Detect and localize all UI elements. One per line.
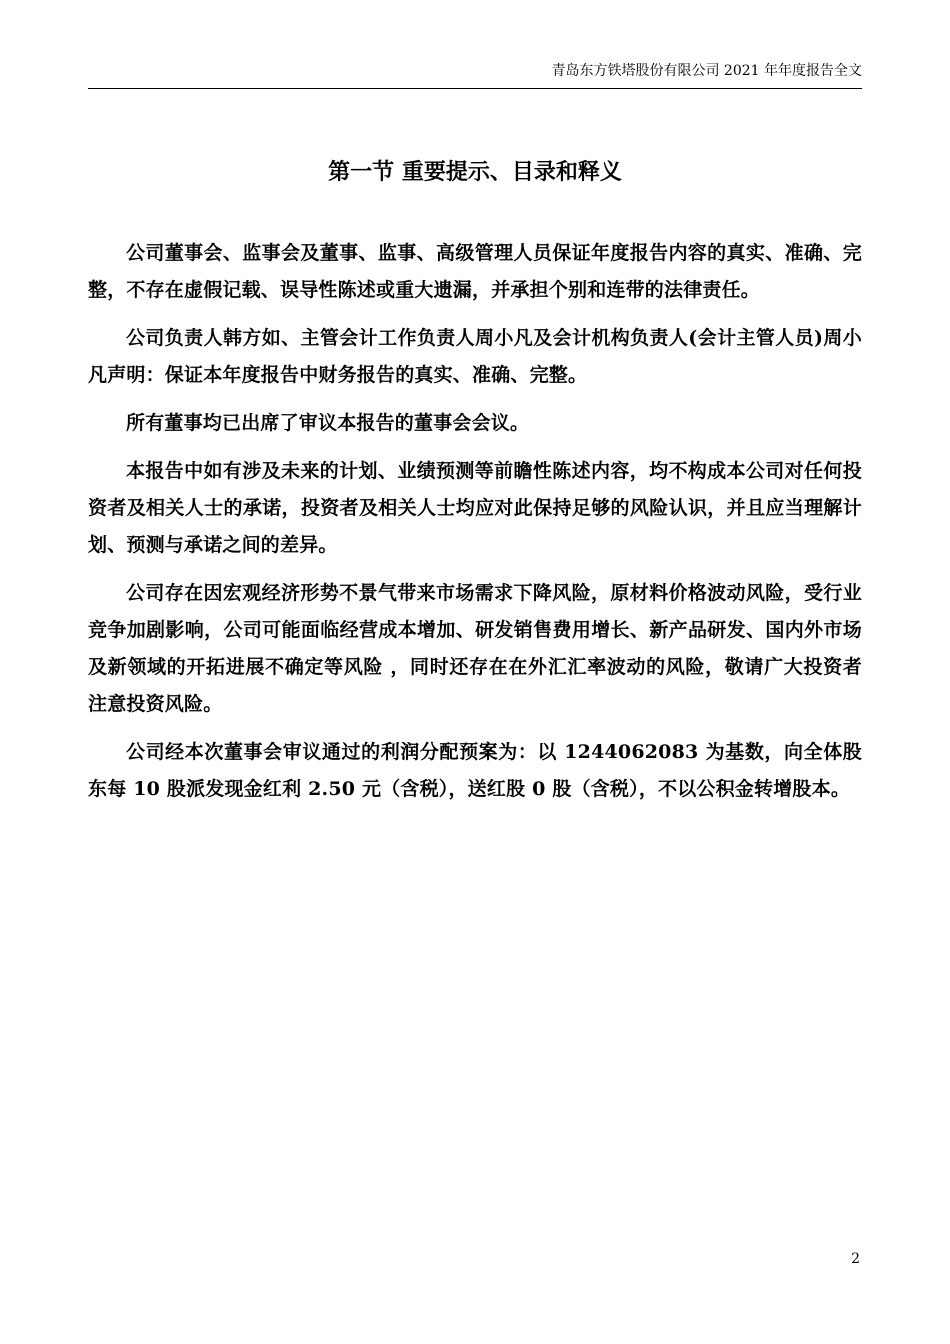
paragraph-forward-looking-disclaimer: 本报告中如有涉及未来的计划、业绩预测等前瞻性陈述内容，均不构成本公司对任何投资者及相关人士的承诺，投资者及相关人士均应对此保持足够的风险认识，并且应当理解计划、预测与承诺之间的差异。 bbox=[88, 460, 862, 556]
paragraph-responsibility-statement: 公司董事会、监事会及董事、监事、高级管理人员保证年度报告内容的真实、准确、完整，不存在虚假记载、误导性陈述或重大遗漏，并承担个别和连带的法律责任。 bbox=[88, 242, 862, 301]
paragraph-profit-distribution: 公司经本次董事会审议通过的利润分配预案为：以 1244062083 为基数，向全体股东每 10 股派发现金红利 2.50 元（含税），送红股 0 股（含税），不以公积金转增股本。 bbox=[88, 741, 862, 800]
header-divider bbox=[88, 88, 862, 89]
paragraph-financial-report-declaration: 公司负责人韩方如、主管会计工作负责人周小凡及会计机构负责人(会计主管人员)周小凡声明：保证本年度报告中财务报告的真实、准确、完整。 bbox=[88, 327, 862, 386]
paragraph-board-attendance: 所有董事均已出席了审议本报告的董事会会议。 bbox=[126, 412, 530, 434]
page-number: 2 bbox=[851, 1251, 860, 1267]
body-text bbox=[88, 235, 862, 819]
running-header: 青岛东方铁塔股份有限公司 2021 年年度报告全文 bbox=[551, 63, 862, 79]
paragraph-risk-warning: 公司存在因宏观经济形势不景气带来市场需求下降风险，原材料价格波动风险，受行业竞争加剧影响，公司可能面临经营成本增加、研发销售费用增长、新产品研发、国内外市场及新领域的开拓进展不确定等风险 ，同时还存在在外汇汇率波动的风险，敬请广大投资者注意投资风险。 bbox=[88, 582, 862, 715]
section-title: 第一节 重要提示、目录和释义 bbox=[328, 159, 622, 185]
